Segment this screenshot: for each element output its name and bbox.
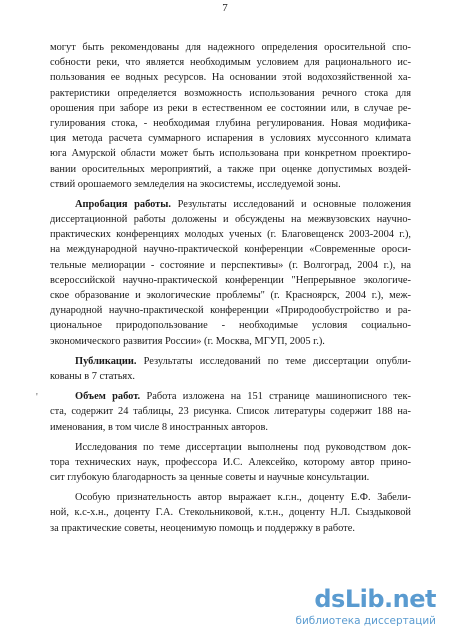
text-line: циональное природопользование - необходимые условия социально- <box>50 320 411 332</box>
text-line: всероссийской научно-практической конференции "Непрерывное экологиче- <box>50 274 411 286</box>
text-line: тельные мелиорации - состояние и перспективы» (г. Волгоград, 2004 г.), на <box>50 259 411 271</box>
text-line: диссертационной работы доложены и обсуждены на межвузовских научно- <box>50 214 411 226</box>
text-line: Особую признательность автор выражает к.г.н., доценту Е.Ф. Забели- <box>75 492 411 504</box>
text-line: на международной научно-практической конференции «Современные ороси- <box>50 244 411 256</box>
watermark[interactable] <box>266 585 436 627</box>
text-line: практических конференциях молодых ученых (г. Благовещенск 2003-2004 г.), <box>50 229 411 241</box>
text-line: дународной научно-практической конференции «Природообустройство и ра- <box>50 305 411 317</box>
publications-heading-line: Публикации. Результаты исследований по теме диссертации опубли- <box>75 355 411 367</box>
margin-mark: ' <box>36 392 38 403</box>
approbation-heading-line: Апробация работы. Результаты исследований и основные положения <box>75 198 411 210</box>
text-line: ствий орошаемого земледелия на экосистемы, исследуемой зоны. <box>50 178 341 190</box>
text-line: экономического развития России» (г. Москва, МГУП, 2005 г.). <box>50 335 325 347</box>
section-heading: Публикации. <box>75 355 137 367</box>
text-line: могут быть рекомендованы для надежного определения оросительной спо- <box>50 42 411 53</box>
text-line: ста, содержит 24 таблицы, 23 рисунка. Список литературы содержит 188 на- <box>50 406 411 418</box>
section-heading: Апробация работы. <box>75 198 171 210</box>
text-line: пользования ее водных ресурсов. На основании этой водохозяйственной ха- <box>50 72 411 84</box>
text-line: ной, к.с-х.н., доценту Г.А. Стекольниковой, к.т.н., доценту Н.Л. Сыздыковой <box>50 507 411 519</box>
volume-heading-line: Объем работ. Работа изложена на 151 странице машинописного тек- <box>75 391 411 403</box>
text-line: кованы в 7 статьях. <box>50 370 136 382</box>
document-body <box>50 40 411 536</box>
text-line: орошения при заборе из реки в естественном ее состоянии или, в случае ре- <box>50 102 411 114</box>
text-line: рактеристики определяется возможность использования речного стока для <box>50 87 411 99</box>
page-number: 7 <box>222 2 228 14</box>
text-line: собности реки, что является необходимым условием для рационального ис- <box>50 57 411 69</box>
text-line: за практические советы, неоценимую помощь и поддержку в работе. <box>50 522 355 534</box>
text-line: гулирования стока, - необходимая глубина регулирования. Новая модифика- <box>50 117 411 129</box>
watermark-logo: dsLib.net <box>314 585 436 613</box>
watermark-subtitle: библиотека диссертаций <box>295 615 436 627</box>
text-line: ция метода расчета суммарного испарения в условиях муссонного климата <box>50 133 411 145</box>
text-line: сит глубокую благодарность за ценные советы и научные консультации. <box>50 472 370 484</box>
text-line: ское образование и экологические проблемы" (г. Красноярск, 2004 г.), меж- <box>50 290 411 301</box>
text-line: именования, в том числе 8 иностранных авторов. <box>50 421 268 433</box>
section-heading: Объем работ. <box>75 391 141 403</box>
text-line: юга Амурской области может быть использована при конкретном проектиро- <box>50 148 411 160</box>
text-line: Исследования по теме диссертации выполнены под руководством док- <box>75 441 411 453</box>
text-line: тора технических наук, профессора И.С. Алексейко, которому автор прино- <box>50 456 411 468</box>
text-line: вании оросительных мероприятий, а также при оценке допустимых воздей- <box>50 163 411 175</box>
